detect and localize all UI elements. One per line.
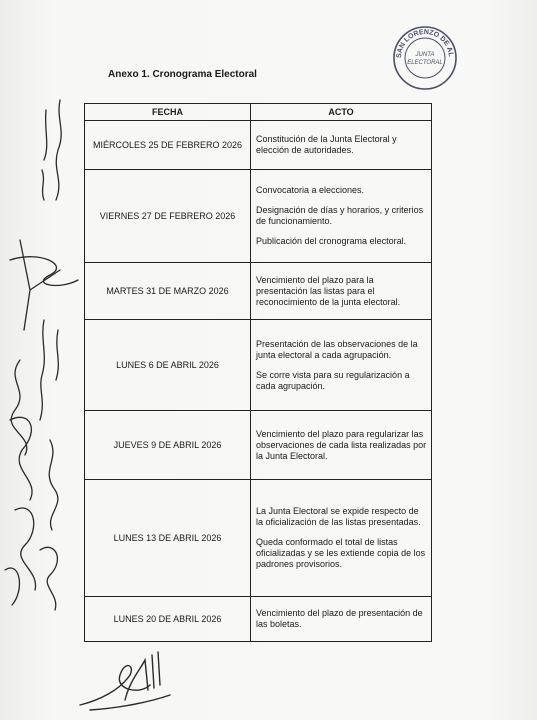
- act-line: Queda conformado el total de listas oficializadas y se les extiende copia de los padrones provisorios.: [256, 537, 426, 569]
- svg-text:ELECTORAL: ELECTORAL: [407, 60, 443, 66]
- annex-title: Anexo 1. Cronograma Electoral: [108, 69, 257, 80]
- table-row: [85, 121, 432, 170]
- table-row: [85, 597, 432, 642]
- margin-signatures: [0, 90, 90, 650]
- row-act: [251, 411, 432, 480]
- row-date: MIÉRCOLES 25 DE FEBRERO 2026: [85, 121, 251, 170]
- row-date: VIERNES 27 DE FEBRERO 2026: [85, 170, 251, 263]
- table-row: [85, 263, 432, 320]
- header-acto: ACTO: [251, 104, 432, 121]
- act-line: Se corre vista para su regularización a cada agrupación.: [256, 369, 410, 391]
- act-line: Vencimiento del plazo para regularizar las observaciones de cada lista realizadas por la Junta Electoral.: [256, 428, 427, 461]
- row-date: MARTES 31 DE MARZO 2026: [85, 263, 251, 320]
- table-row: [85, 480, 432, 597]
- row-act: [251, 480, 432, 597]
- act-line: Vencimiento del plazo para la presentación las listas para el reconocimiento de la junta electoral.: [256, 274, 401, 307]
- act-line: Convocatoria a elecciones.: [256, 185, 365, 195]
- official-stamp: [392, 25, 458, 91]
- bottom-signature: [70, 640, 190, 715]
- row-date: LUNES 6 DE ABRIL 2026: [85, 320, 251, 411]
- row-act: [251, 121, 432, 170]
- act-line: La Junta Electoral se expide respecto de la oficialización de las listas presentadas.: [256, 506, 421, 527]
- table-row: [85, 320, 432, 411]
- svg-text:JUNTA: JUNTA: [415, 52, 435, 58]
- act-line: Designación de días y horarios, y criterios de funcionamiento.: [256, 205, 424, 226]
- row-act: [251, 320, 432, 411]
- act-line: Publicación del cronograma electoral.: [256, 236, 407, 246]
- row-date: JUEVES 9 DE ABRIL 2026: [85, 411, 251, 480]
- svg-text:SAN LORENZO DE AL: SAN LORENZO DE AL: [395, 28, 455, 59]
- act-line: Constitución de la Junta Electoral y elección de autoridades.: [256, 134, 397, 155]
- act-line: Vencimiento del plazo de presentación de las boletas.: [256, 608, 423, 629]
- row-act: [251, 170, 432, 263]
- table-row: [85, 170, 432, 263]
- row-date: LUNES 20 DE ABRIL 2026: [85, 597, 251, 642]
- row-act: [251, 597, 432, 642]
- table-row: [85, 411, 432, 480]
- header-fecha: FECHA: [85, 104, 251, 121]
- act-line: Presentación de las observaciones de la junta electoral a cada agrupación.: [256, 338, 418, 360]
- schedule-table: [84, 103, 432, 642]
- row-act: [251, 263, 432, 320]
- table-header-row: [85, 104, 432, 121]
- row-date: LUNES 13 DE ABRIL 2026: [85, 480, 251, 597]
